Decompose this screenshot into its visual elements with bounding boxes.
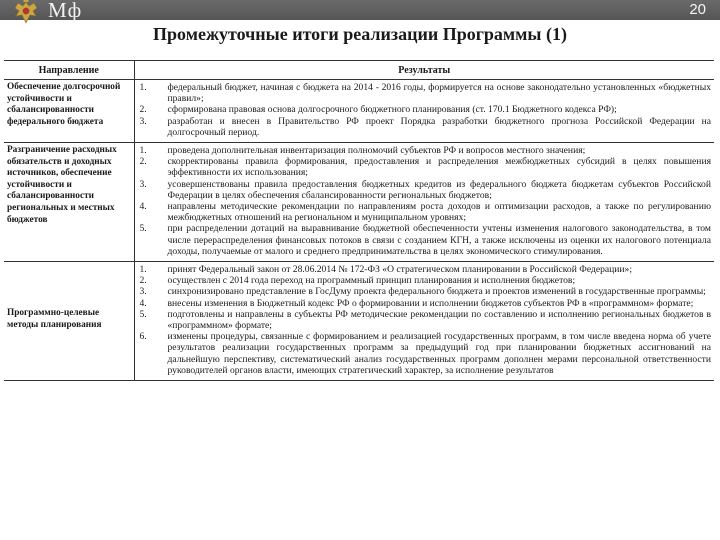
emblem-icon [10, 0, 42, 26]
list-item [138, 156, 712, 178]
item-text: направлены методические рекомендации по направлениям роста доходов и оптимизации расходов, а также по регулированию межбюджетных отношений на региональном и муниципальном уровнях; [167, 201, 711, 224]
logo-text: Мф [48, 0, 83, 22]
item-text: скорректированы правила формирования, предоставления и распределения межбюджетных субсидий в целях повышения эффективности их использования; [167, 156, 711, 179]
item-text: изменены процедуры, связанные с формированием и реализацией государственных программ, в том числе введена норма об учете результатов реализации государственных программ за предыдущий год при планировании бюджетных ассигнований на дальнейшую перспективу, систематический анализ государственных программ дополнен мерами персональной ответственности руководителей органов власти, имеющих стратегический характер, за исполнение результатов [167, 331, 711, 376]
direction-cell: Обеспечение долгосрочной устойчивости и сбалансированности федерального бюджета [4, 80, 134, 143]
item-text: подготовлены и направлены в субъекты РФ методические рекомендации по составлению и исполнению региональных бюджетов в «программном» формате; [167, 308, 711, 332]
item-number: 2. [139, 275, 147, 287]
list-item [138, 223, 712, 257]
item-number: 1. [139, 145, 147, 157]
item-number: 4. [139, 297, 147, 309]
list-item [138, 201, 712, 223]
item-number: 2. [139, 156, 147, 168]
table-header-row [4, 61, 714, 80]
table-row [4, 143, 714, 262]
item-number: 3. [139, 178, 147, 190]
item-text: разработан и внесен в Правительство РФ проект Порядка разработки бюджетного прогноза Российской Федерации на долгосрочный период. [167, 115, 711, 138]
item-text: при распределении дотаций на выравнивание бюджетной обеспеченности учтены изменения налогового законодательства, в том числе перераспределения финансовых потоков в связи с созданием КГН, а также исключены из оценки их налогового потенциала доходы, получаемые от малого и среднего предпринимательства в целях экономического стимулирования. [167, 223, 711, 257]
list-item [138, 116, 712, 138]
item-number: 3. [139, 115, 147, 127]
results-cell [134, 262, 714, 381]
list-item [138, 104, 712, 115]
item-text: принят Федеральный закон от 28.06.2014 № 172-ФЗ «О стратегическом планировании в Российской Федерации»; [167, 264, 633, 276]
item-number: 1. [139, 264, 147, 276]
results-table [4, 60, 714, 381]
item-text: осуществлен с 2014 года переход на программный принцип планирования и исполнения бюджетов; [167, 275, 576, 287]
item-text: внесены изменения в Бюджетный кодекс РФ о формировании и исполнении бюджетов субъектов РФ в «программном» формате; [167, 297, 694, 309]
results-cell [134, 80, 714, 143]
direction-cell: Программно-целевые методы планирования [4, 262, 134, 381]
list-item [138, 145, 712, 156]
list-item [138, 309, 712, 331]
item-text: усовершенствованы правила предоставления бюджетных кредитов из федерального бюджета бюджетам субъектов Российской Федерации в целях обеспечения сбалансированности региональных бюджетов; [167, 178, 711, 201]
list-item [138, 275, 712, 286]
header-bar [0, 0, 720, 20]
item-text: проведена дополнительная инвентаризация полномочий субъектов РФ и вопросов местного значения; [167, 145, 586, 157]
list-item [138, 331, 712, 376]
item-number: 5. [139, 308, 147, 320]
item-number: 4. [139, 201, 147, 213]
column-header-results: Результаты [134, 61, 714, 80]
item-text: синхронизировано представление в ГосДуму проекта федерального бюджета и проектов изменений в государственные программы; [167, 286, 706, 298]
table-row [4, 80, 714, 143]
list-item [138, 264, 712, 275]
page-number: 20 [689, 1, 706, 18]
list-item [138, 82, 712, 104]
item-number: 2. [139, 104, 147, 116]
item-number: 5. [139, 223, 147, 235]
item-text: федеральный бюджет, начиная с бюджета на 2014 - 2016 годы, формируется на основе законодательно установленных «бюджетных правил»; [167, 82, 711, 105]
table-row [4, 262, 714, 381]
item-number: 1. [139, 82, 147, 93]
item-number: 3. [139, 286, 147, 298]
item-text: сформирована правовая основа долгосрочного бюджетного планирования (ст. 170.1 Бюджетного кодекса РФ); [167, 104, 617, 116]
list-item [138, 179, 712, 201]
page-title: Промежуточные итоги реализации Программы (1) [153, 24, 567, 44]
list-item [138, 298, 712, 309]
list-item [138, 286, 712, 297]
direction-cell: Разграничение расходных обязательств и доходных источников, обеспечение устойчивости и сбалансированности региональных и местных бюджетов [4, 143, 134, 262]
results-cell [134, 143, 714, 262]
column-header-direction: Направление [4, 61, 134, 80]
item-number: 6. [139, 331, 147, 343]
